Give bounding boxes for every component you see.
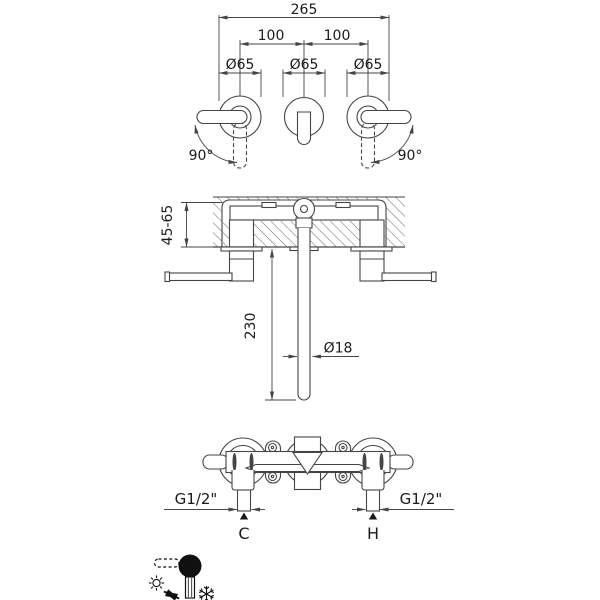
handle-spacing-left-label: 100 <box>257 28 285 44</box>
left-lever <box>197 111 247 124</box>
spout-nose <box>298 112 311 145</box>
plan-view <box>189 2 423 168</box>
rotation-range-arrow-icon <box>164 592 179 599</box>
right-lever <box>361 111 411 124</box>
spout-plan <box>285 98 324 145</box>
spout-drop-dimension <box>265 249 296 400</box>
overall-width-label: 265 <box>290 2 318 18</box>
snowflake-cold-icon <box>198 586 214 600</box>
hot-pointer-icon <box>369 513 377 520</box>
escutcheon-diameter-left-label: Ø65 <box>225 57 255 73</box>
left-handle-section <box>165 251 254 282</box>
spout-drop-label: 230 <box>243 312 259 340</box>
spout-diameter-label: Ø18 <box>323 340 353 357</box>
mounting-depth-label: 45-65 <box>160 204 176 246</box>
handle-rotation-left-label: 90° <box>188 148 214 164</box>
hot-marker-label: H <box>366 524 380 543</box>
mixer-legend-icon <box>149 555 215 600</box>
ghost-lever-icon <box>155 559 180 567</box>
right-handle-section <box>360 251 436 282</box>
handle-spacing-right-label: 100 <box>323 28 351 44</box>
handle-rotation-right-label: 90° <box>397 148 423 164</box>
escutcheon-diameter-center-label: Ø65 <box>289 57 319 73</box>
hot-inlet-elbow <box>362 470 384 490</box>
cold-pointer-icon <box>240 513 248 520</box>
escutcheon-diameter-right-label: Ø65 <box>353 57 383 73</box>
wall-section-view <box>160 197 436 400</box>
hot-inlet-tube <box>367 490 380 511</box>
cold-inlet-tube <box>238 490 251 511</box>
mixer-stem-icon <box>186 577 195 598</box>
spout-tube <box>298 228 310 400</box>
cold-marker-label: C <box>238 524 250 543</box>
mixer-knob-icon <box>179 555 202 578</box>
cold-inlet-elbow <box>232 470 254 490</box>
connection-view <box>164 437 454 543</box>
sun-hot-icon <box>149 575 164 590</box>
thread-size-right-label: G1/2" <box>399 490 443 508</box>
thread-size-left-label: G1/2" <box>174 490 218 508</box>
